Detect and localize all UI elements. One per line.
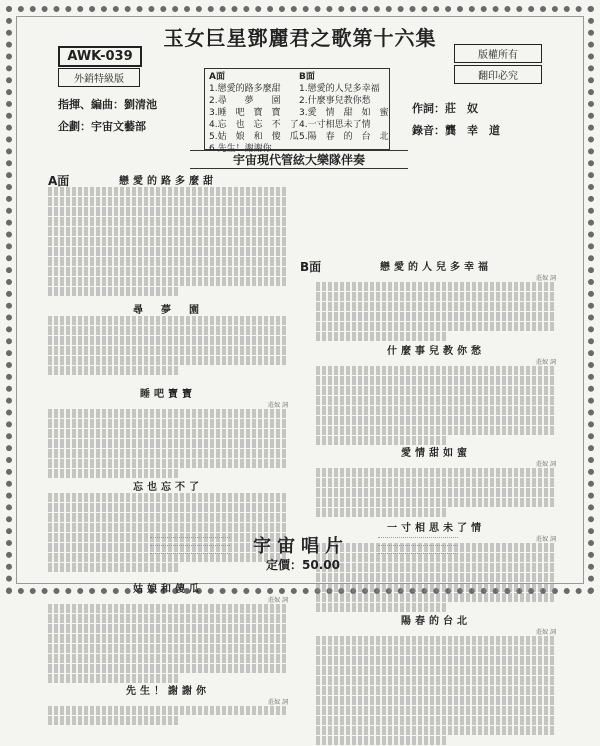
lyric-line [316,563,556,572]
lyric-line [48,469,180,478]
price-label: 定價：50.00 [266,558,340,572]
song-block [48,172,288,297]
planning-credit: 企劃：宇宙文藝部 [58,120,146,133]
song-title: 陽春的台北 [401,616,471,627]
lyric-line [316,593,556,602]
lyric-line [316,573,556,582]
track-item: 1.戀愛的路多麼甜 [209,84,281,94]
track-item: 6.先生！謝謝你 [209,144,272,154]
tracklist-side-b-label: B面 [299,72,315,82]
record-company: 宇宙唱片 [253,536,349,557]
lyric-line [48,654,288,663]
tracklist-side-b [299,71,391,143]
track-item: 4.忘 也 忘 不 了 [209,120,299,130]
song-title: 戀愛的人兒多幸福 [380,262,492,273]
lyric-line [316,292,556,301]
song-title: 姑娘和傻瓜 [133,584,203,595]
song-title: 一寸相思未了情 [387,523,485,534]
song-title: 什麼事兒教你愁 [387,346,485,357]
track-item: 4.一寸相思未了情 [299,120,371,130]
conductor-credit: 指揮、編曲：劉清池 [58,98,157,111]
song-block [48,478,288,573]
lyric-line [316,583,556,592]
lyric-line [48,326,288,335]
track-item: 3.愛 情 甜 如 蜜 [299,108,389,118]
song-title: 忘也忘不了 [133,482,203,493]
lyric-line [316,302,556,311]
lyric-line [316,656,556,665]
lyric-text [316,282,556,341]
lyric-line [48,316,288,325]
song-block [48,301,288,376]
lyric-line [316,716,556,725]
lyric-line [316,332,448,341]
song-title: 戀愛的路多麼甜 [119,176,217,187]
song-title: 尋 夢 園 [133,305,203,316]
track-item: 2.什麼事兒教你愁 [299,96,371,106]
lyric-line [316,508,448,517]
song-block [316,258,556,342]
lyric-line [316,498,556,507]
lyric-line [48,346,288,355]
lyric-line [48,207,288,216]
lyric-line [316,736,448,745]
song-credit: 莊奴 詞 [536,461,556,468]
lyric-line [316,366,556,375]
lyric-line [48,336,288,345]
lyric-line [48,237,288,246]
lyric-line [48,493,288,502]
tracklist-side-a-label: A面 [209,72,225,82]
lyric-line [316,636,556,645]
track-item: 5.姑 娘 和 傻 瓜 [209,132,299,142]
track-item: 5.陽 春 的 台 北 [299,132,389,142]
tracklist-box [204,68,390,154]
lyric-line [48,187,288,196]
lyric-text [316,366,556,445]
lyric-line [316,416,556,425]
track-item: 3.睡 吧 寶 寶 [209,108,281,118]
lyric-line [316,312,556,321]
song-title: 愛情甜如蜜 [401,448,471,459]
lyric-line [48,634,288,643]
song-block [316,444,556,518]
song-credit: 莊奴 詞 [536,536,556,543]
side-a-heading: A面 [48,174,70,188]
song-credit: 莊奴 詞 [268,402,288,409]
song-credit: 莊奴 詞 [268,597,288,604]
lyric-line [48,267,288,276]
recording-credit: 錄音：龔 幸 道 [412,124,500,137]
rights-line-1: 版權所有 [454,44,542,63]
lyric-line [48,366,180,375]
lyric-line [48,449,288,458]
track-item: 2.尋 夢 園 [209,96,281,106]
lyric-line [48,277,288,286]
lyric-line [48,664,288,673]
rights-box [454,44,542,86]
catalog-number: AWK-039 [58,46,142,67]
lyric-line [316,376,556,385]
lyric-line [48,459,288,468]
lyric-line [48,644,288,653]
lyric-line [48,409,288,418]
song-title: 先生！謝謝你 [126,686,210,697]
track-item: 1.戀愛的人兒多幸福 [299,84,380,94]
lyric-line [316,603,448,612]
lyric-line [48,624,288,633]
lyric-line [316,322,556,331]
lyric-text [48,409,288,478]
song-credit: 莊奴 詞 [536,629,556,636]
lyric-text [48,187,288,296]
song-credit: 莊奴 詞 [536,275,556,282]
song-credit: 莊奴 詞 [268,699,288,706]
fineprint-right [378,532,458,554]
song-credit: 莊奴 詞 [536,359,556,366]
lyric-text [316,468,556,517]
song-block [316,612,556,746]
band-credit: 宇宙現代管絃大樂隊伴奏 [190,150,408,169]
lyric-line [316,706,556,715]
lyric-line [316,488,556,497]
lyric-line [316,426,556,435]
lyric-line [316,676,556,685]
song-block [48,682,288,726]
lyric-line [48,439,288,448]
lyric-line [48,523,288,532]
lyric-line [316,282,556,291]
lyric-line [48,356,288,365]
lyric-line [48,197,288,206]
lyric-line [48,217,288,226]
lyric-line [48,716,180,725]
rights-line-2: 翻印必究 [454,65,542,84]
lyric-line [48,419,288,428]
lyric-text [316,636,556,745]
fineprint-left [150,532,230,554]
lyric-line [48,227,288,236]
album-title: 玉女巨星鄧麗君之歌第十六集 [163,26,437,50]
lyric-line [316,696,556,705]
song-block [48,580,288,684]
edition-label: 外銷特級版 [58,68,140,87]
lyric-line [316,666,556,675]
lyric-line [48,563,180,572]
lyricist-credit: 作詞：莊 奴 [412,102,478,115]
lyric-line [48,257,288,266]
lyric-line [48,429,288,438]
side-b-heading: B面 [300,260,322,274]
song-title: 睡吧寶寶 [140,389,196,400]
lyric-line [316,396,556,405]
lyric-line [48,503,288,512]
lyric-line [316,646,556,655]
lyric-text [48,316,288,375]
lyric-line [316,406,556,415]
lyric-line [48,247,288,256]
lyric-text [48,604,288,683]
lyric-text [48,706,288,725]
lyric-line [316,386,556,395]
lyric-line [316,478,556,487]
lyric-line [316,686,556,695]
lyric-line [48,614,288,623]
song-block [48,385,288,479]
lyric-line [48,604,288,613]
lyric-line [48,287,180,296]
tracklist-side-a [209,71,301,155]
lyric-line [48,513,288,522]
lyric-line [316,468,556,477]
lyric-line [48,706,288,715]
song-block [316,342,556,446]
lyric-line [316,726,556,735]
